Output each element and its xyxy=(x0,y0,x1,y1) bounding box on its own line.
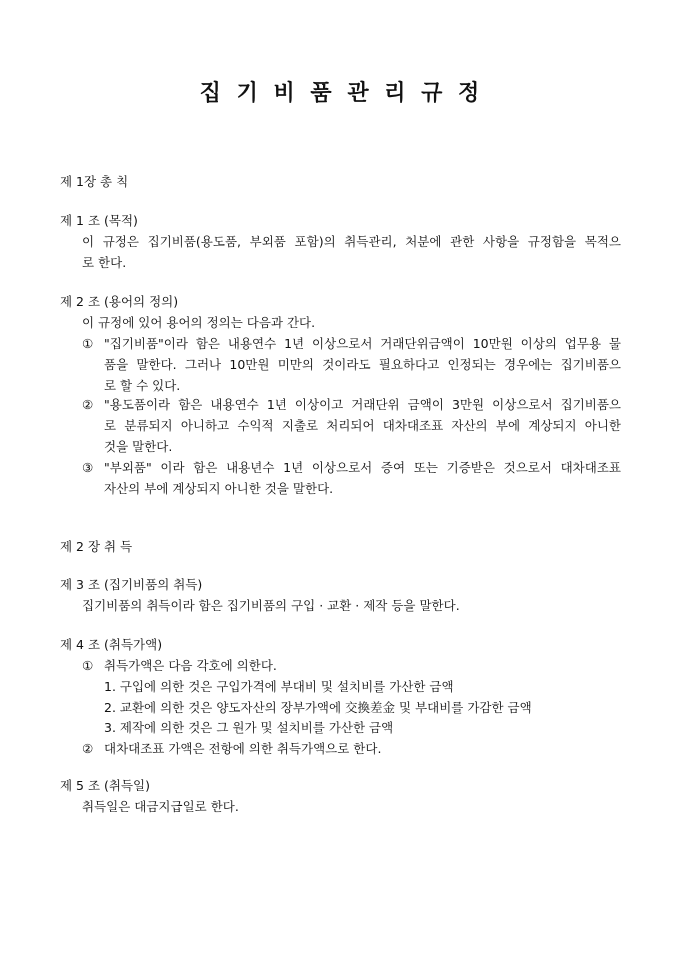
article-4-item-2-marker: ② xyxy=(82,741,94,756)
item-3-line-1: "부외품" 이라 함은 내용년수 1년 이상으로서 증여 또는 기증받은 것으로서 대차대조표 xyxy=(104,460,621,475)
item-2-line-1: "용도품이라 함은 내용연수 1년 이상이고 거래단위 금액이 3만원 이상으로서 집기비품으 xyxy=(104,397,621,412)
item-1-marker: ① xyxy=(82,336,94,351)
item-3-marker: ③ xyxy=(82,460,94,475)
item-2-line-2: 로 분류되지 아니하고 수익적 지출로 처리되어 대차대조표 자산의 부에 계상되지 아니한 xyxy=(104,418,621,433)
article-4-heading: 제 4 조 (취득가액) xyxy=(60,637,163,652)
chapter-2-heading: 제 2 장 취 득 xyxy=(60,539,133,554)
item-1-line-3: 로 할 수 있다. xyxy=(104,378,181,393)
article-4-sub-2: 2. 교환에 의한 것은 양도자산의 장부가액에 交換差金 및 부대비를 가감한 금액 xyxy=(104,700,532,715)
article-4-sub-3: 3. 제작에 의한 것은 그 원가 및 설치비를 가산한 금액 xyxy=(104,720,394,735)
article-4-item-1-text: 취득가액은 다음 각호에 의한다. xyxy=(104,658,277,673)
article-1-line-1: 이 규정은 집기비품(용도품, 부외품 포함)의 취득관리, 처분에 관한 사항을 규정함을 목적으 xyxy=(82,234,621,249)
item-1-line-1: "집기비품"이라 함은 내용연수 1년 이상으로서 거래단위금액이 10만원 이상의 업무용 물 xyxy=(104,336,621,351)
item-2-marker: ② xyxy=(82,397,94,412)
document-title: 집 기 비 품 관 리 규 정 xyxy=(199,80,481,106)
item-2-line-3: 것을 말한다. xyxy=(104,439,173,454)
article-1-heading: 제 1 조 (목적) xyxy=(60,213,138,228)
item-1-line-2: 품을 말한다. 그러나 10만원 미만의 것이라도 필요하다고 인정되는 경우에는 집기비품으 xyxy=(104,357,621,372)
item-3-line-2: 자산의 부에 계상되지 아니한 것을 말한다. xyxy=(104,481,334,496)
chapter-1-heading: 제 1장 총 칙 xyxy=(60,174,129,189)
article-5-line-1: 취득일은 대금지급일로 한다. xyxy=(82,799,239,814)
article-5-heading: 제 5 조 (취득일) xyxy=(60,778,151,793)
article-2-heading: 제 2 조 (용어의 정의) xyxy=(60,294,179,309)
article-4-item-2-text: 대차대조표 가액은 전항에 의한 취득가액으로 한다. xyxy=(104,741,382,756)
article-1-line-2: 로 한다. xyxy=(82,255,127,270)
article-3-line-1: 집기비품의 취득이라 함은 집기비품의 구입 · 교환 · 제작 등을 말한다. xyxy=(82,598,460,613)
article-2-intro: 이 규정에 있어 용어의 정의는 다음과 간다. xyxy=(82,315,316,330)
article-4-sub-1: 1. 구입에 의한 것은 구입가격에 부대비 및 설치비를 가산한 금액 xyxy=(104,679,454,694)
article-3-heading: 제 3 조 (집기비품의 취득) xyxy=(60,577,203,592)
article-4-item-1-marker: ① xyxy=(82,658,94,673)
